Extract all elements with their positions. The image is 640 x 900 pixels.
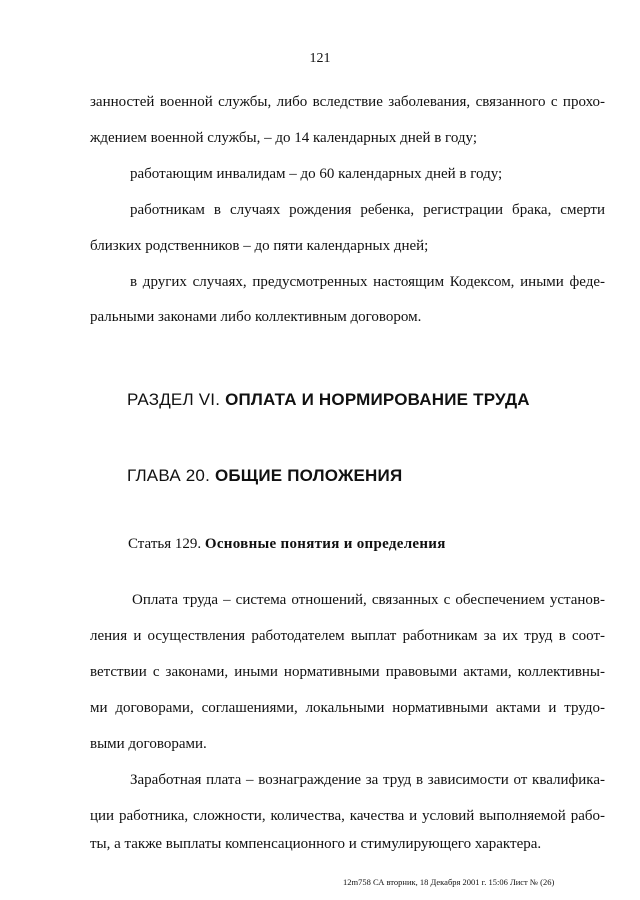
text-line: в других случаях, предусмотренных настоящим Кодексом, иными феде-: [130, 274, 605, 290]
text-line: Заработная плата – вознаграждение за труд в зависимости от квалифика-: [130, 772, 605, 788]
chapter-heading: [127, 466, 402, 486]
article-heading: [128, 536, 446, 553]
text-line: выми договорами.: [90, 736, 207, 752]
chapter-title: ОБЩИЕ ПОЛОЖЕНИЯ: [214, 466, 403, 485]
text-line: ждением военной службы, – до 14 календарных дней в году;: [90, 130, 478, 146]
section-prefix: РАЗДЕЛ VI.: [127, 390, 221, 409]
section-heading: [127, 390, 530, 410]
article-prefix: Статья 129.: [128, 536, 202, 552]
text-line: ления и осуществления работодателем выплат работникам за их труд в соот-: [90, 628, 605, 644]
text-line: Оплата труда – система отношений, связанных с обеспечением установ-: [132, 592, 605, 608]
text-line: работникам в случаях рождения ребенка, регистрации брака, смерти: [130, 202, 605, 218]
text-line: близких родственников – до пяти календарных дней;: [90, 238, 429, 254]
text-line: ты, а также выплаты компенсационного и стимулирующего характера.: [90, 836, 542, 852]
text-line: занностей военной службы, либо вследствие заболевания, связанного с прохо-: [90, 94, 605, 110]
chapter-prefix: ГЛАВА 20.: [127, 466, 211, 485]
text-line: ми договорами, соглашениями, локальными нормативными актами и трудо-: [90, 700, 605, 716]
page-footer: 12m758 СА вторник, 18 Декабря 2001 г. 15:06 Лист № (26): [343, 877, 555, 887]
text-line: ции работника, сложности, количества, качества и условий выполняемой рабо-: [90, 808, 605, 824]
page-number: 121: [309, 51, 331, 66]
article-title: Основные понятия и определения: [204, 536, 446, 552]
text-line: работающим инвалидам – до 60 календарных дней в году;: [130, 166, 503, 182]
text-line: ветствии с законами, иными нормативными правовыми актами, коллективны-: [90, 664, 605, 680]
text-line: ральными законами либо коллективным договором.: [90, 309, 422, 325]
section-title: ОПЛАТА И НОРМИРОВАНИЕ ТРУДА: [225, 390, 530, 409]
